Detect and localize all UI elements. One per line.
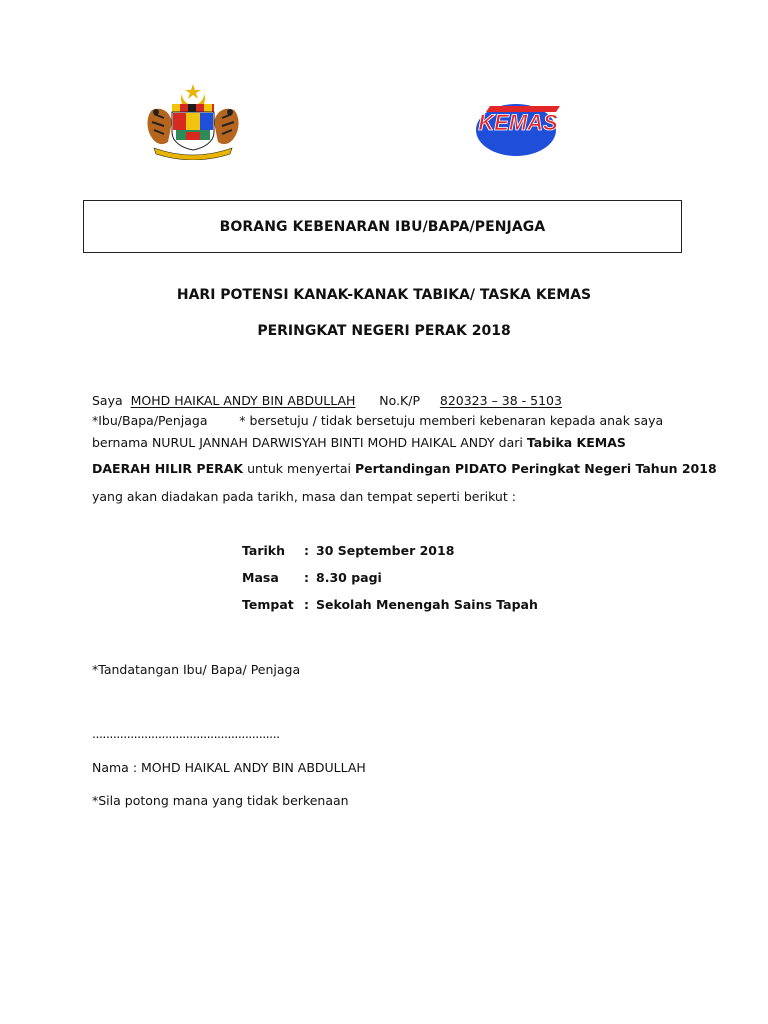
statement-line-4	[92, 463, 717, 476]
child-name: NURUL JANNAH DARWISYAH BINTI MOHD HAIKAL ANDY	[151, 435, 495, 450]
detail-colon: :	[304, 570, 309, 585]
kemas-logo-text: KEMAS	[478, 110, 558, 135]
footnote: *Sila potong mana yang tidak berkenaan	[92, 793, 349, 808]
statement-line-1	[92, 395, 562, 408]
detail-value: 30 September 2018	[316, 543, 455, 558]
saya-label: Saya	[92, 393, 123, 408]
signature-line: ......................................................	[92, 726, 280, 741]
detail-value: Sekolah Menengah Sains Tapah	[316, 597, 538, 612]
detail-label: Tarikh	[242, 543, 286, 558]
detail-value: 8.30 pagi	[316, 570, 382, 585]
detail-label: Tempat	[242, 597, 294, 612]
statement-closing: yang akan diadakan pada tarikh, masa dan tempat seperti berikut :	[92, 489, 516, 504]
form-title-box	[83, 200, 682, 253]
school-name-part1: Tabika KEMAS	[526, 435, 626, 450]
bernama-label: bernama	[92, 435, 148, 450]
school-name-part2: DAERAH HILIR PERAK	[92, 461, 244, 476]
kemas-logo-icon	[472, 92, 562, 158]
dari-label: dari	[498, 435, 523, 450]
detail-row-masa	[242, 570, 382, 585]
detail-row-tarikh	[242, 543, 454, 558]
form-title: BORANG KEBENARAN IBU/BAPA/PENJAGA	[219, 218, 546, 235]
statement-line-3	[92, 437, 626, 450]
event-heading: HARI POTENSI KANAK-KANAK TABIKA/ TASKA KEMAS	[176, 287, 592, 303]
detail-row-tempat	[242, 597, 538, 612]
malaysia-coat-of-arms-icon	[142, 82, 244, 160]
untuk-label: untuk menyertai	[247, 461, 352, 476]
nokp-value: 820323 – 38 - 5103	[439, 393, 562, 408]
agree-text: * bersetuju / tidak bersetuju memberi kebenaran kepada anak saya	[239, 413, 664, 428]
statement-line-2	[92, 415, 663, 428]
competition-name: Pertandingan PIDATO Peringkat Negeri Tahun 2018	[355, 461, 717, 476]
signature-label: *Tandatangan Ibu/ Bapa/ Penjaga	[92, 662, 301, 677]
detail-colon: :	[304, 543, 309, 558]
nama-line: Nama : MOHD HAIKAL ANDY BIN ABDULLAH	[92, 760, 366, 775]
role-options: *Ibu/Bapa/Penjaga	[92, 413, 208, 428]
event-level-heading: PERINGKAT NEGERI PERAK 2018	[257, 323, 511, 339]
detail-label: Masa	[242, 570, 279, 585]
parent-name: MOHD HAIKAL ANDY BIN ABDULLAH	[130, 393, 356, 408]
detail-colon: :	[304, 597, 309, 612]
nokp-label: No.K/P	[379, 393, 420, 408]
